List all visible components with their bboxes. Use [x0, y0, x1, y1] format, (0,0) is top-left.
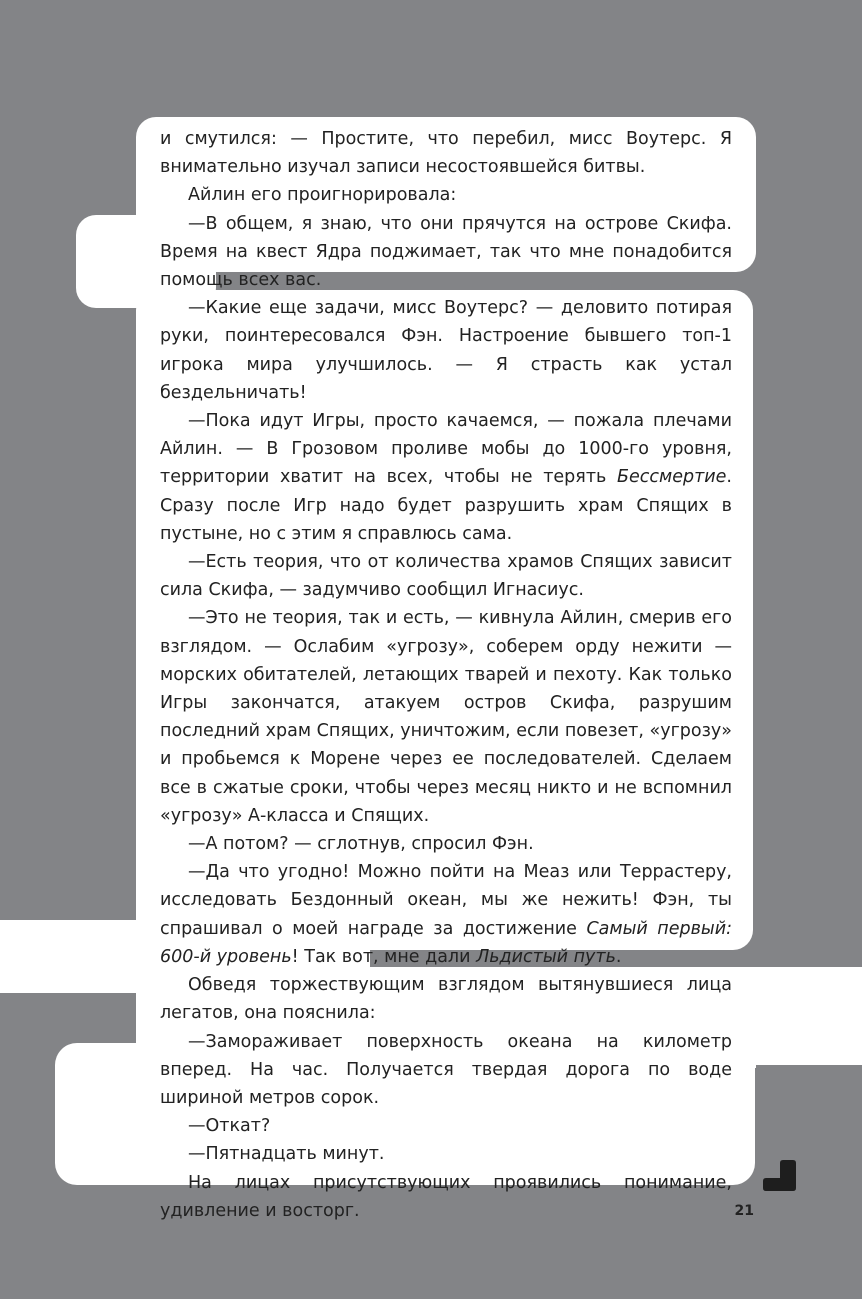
paragraph: На лицах присутствующих проявились понимание, удивление и восторг. [160, 1172, 732, 1221]
italic-term: Льдистый путь [476, 946, 616, 967]
corner-bracket-icon [763, 1160, 796, 1191]
paragraph: —Есть теория, что от количества храмов Спящих зависит сила Скифа, — задумчиво сообщил Игнасиус. [160, 552, 732, 601]
paragraph: —А потом? — сглотнув, спросил Фэн. [188, 834, 534, 855]
paragraph: Обведя торжествующим взглядом вытянувшиеся лица легатов, она пояснила: [160, 975, 732, 1024]
italic-term: Бессмертие [616, 467, 727, 488]
paragraph: —Да что угодно! Можно пойти на Меаз или Террастеру, исследовать Бездонный океан, мы же нежить! Фэн, ты спрашивал о моей награде за достижение Самый первый: 600-й уровень! Так вот, мне дали Льдистый путь. [160, 862, 732, 967]
body-text [160, 125, 732, 1225]
paragraph: —Пока идут Игры, просто качаемся, — пожала плечами Айлин. — В Грозовом проливе мобы до 1000-го уровня, территории хватит на всех, чтобы не терять Бессмертие. Сразу после Игр надо будет разрушить храм Спящих в пустыне, но с этим я справлюсь сама. [160, 411, 732, 544]
paragraph: —Замораживает поверхность океана на километр вперед. На час. Получается твердая дорога по воде шириной метров сорок. [160, 1031, 732, 1108]
paragraph: —В общем, я знаю, что они прячутся на острове Скифа. Время на квест Ядра поджимает, так что мне понадобится помощь всех вас. [160, 213, 732, 291]
italic-term: Самый первый: 600-й уровень [160, 918, 732, 967]
paragraph: —Это не теория, так и есть, — кивнула Айлин, смерив его взглядом. — Ослабим «угрозу», соберем орду нежити — морских обитателей, летающих тварей и пехоту. Как только Игры закончатся, атакуем остров Скифа, разрушим последний храм Спящих, уничтожим, если повезет, «угрозу» и пробьемся к Морене через ее последователей. Сделаем все в сжатые сроки, чтобы через месяц никто и не вспомнил «угрозу» А-класса и Спящих. [160, 608, 732, 826]
paragraph: и смутился: — Простите, что перебил, мисс Воутерс. Я внимательно изучал записи несостоявшейся битвы. [160, 129, 732, 178]
page-number: 21 [734, 1203, 754, 1219]
paragraph: —Откат? [188, 1116, 271, 1137]
paragraph: —Какие еще задачи, мисс Воутерс? — деловито потирая руки, поинтересовался Фэн. Настроение бывшего топ-1 игрока мира улучшилось. — Я страсть как устал бездельничать! [160, 298, 732, 403]
paragraph: Айлин его проигнорировала: [188, 185, 457, 206]
paragraph: —Пятнадцать минут. [188, 1144, 385, 1165]
